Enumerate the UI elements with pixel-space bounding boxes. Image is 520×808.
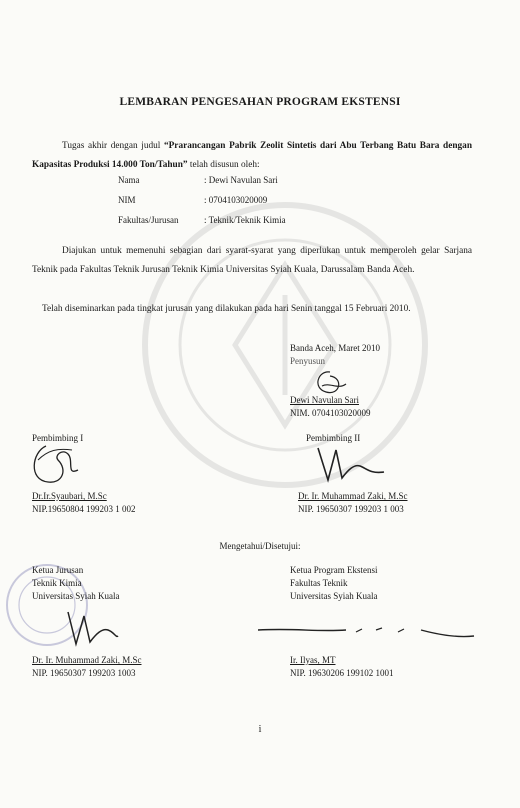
supervisor2-name: Dr. Ir. Muhammad Zaki, M.Sc bbox=[298, 491, 408, 501]
dept-head-nip: NIP. 19650307 199203 1003 bbox=[32, 668, 136, 678]
info-value: : 0704103020009 bbox=[204, 195, 268, 205]
author-info bbox=[118, 175, 286, 235]
info-row bbox=[118, 175, 286, 195]
penyusun-label: Penyusun bbox=[290, 356, 326, 366]
info-row bbox=[118, 215, 286, 235]
supervisor1-nip: NIP.19650804 199203 1 002 bbox=[32, 504, 136, 514]
place-date: Banda Aceh, Maret 2010 bbox=[290, 343, 380, 353]
info-row bbox=[118, 195, 286, 215]
dept-head-title: Ketua Jurusan bbox=[32, 565, 84, 575]
info-value: : Dewi Navulan Sari bbox=[204, 175, 278, 185]
info-value: : Teknik/Teknik Kimia bbox=[204, 215, 286, 225]
program-head-faculty: Fakultas Teknik bbox=[290, 578, 348, 588]
dept-head-name-block bbox=[32, 654, 142, 680]
dept-head-dept: Teknik Kimia bbox=[32, 578, 82, 588]
page-title: LEMBARAN PENGESAHAN PROGRAM EKSTENSI bbox=[119, 96, 401, 108]
author-nim: NIM. 0704103020009 bbox=[290, 408, 371, 418]
university-watermark-icon bbox=[135, 195, 435, 495]
author-name: Dewi Navulan Sari bbox=[290, 395, 359, 405]
info-label: NIM bbox=[118, 195, 136, 205]
approval-heading: Mengetahui/Disetujui: bbox=[219, 541, 301, 551]
author-signature-block bbox=[290, 342, 380, 368]
intro-paragraph bbox=[32, 137, 472, 175]
purpose-paragraph: Diajukan untuk memenuhi sebagian dari syarat-syarat yang diperlukan untuk memperoleh gelar Sarjana Teknik pada Fakultas Teknik Jurusan Teknik Kimia Universitas Syiah Kuala, Darussalam Banda Aceh. bbox=[32, 246, 472, 275]
supervisor1-signature-icon bbox=[28, 440, 88, 490]
program-head-signature-icon bbox=[256, 620, 476, 644]
supervisor1-label: Pembimbing I bbox=[32, 433, 84, 443]
info-label: Nama bbox=[118, 175, 140, 185]
info-label: Fakultas/Jurusan bbox=[118, 215, 179, 225]
supervisor2-name-block bbox=[298, 490, 408, 516]
page-number: i bbox=[258, 724, 262, 735]
program-head-nip: NIP. 19630206 199102 1001 bbox=[290, 668, 394, 678]
program-head-univ: Universitas Syiah Kuala bbox=[290, 591, 378, 601]
seminar-paragraph: Telah diseminarkan pada tingkat jurusan yang dilakukan pada hari Senin tanggal 15 Februari 2010. bbox=[42, 304, 411, 314]
supervisor2-nip: NIP. 19650307 199203 1 003 bbox=[298, 504, 404, 514]
intro-lead: Tugas akhir dengan judul bbox=[62, 141, 164, 151]
dept-head-univ: Universitas Syiah Kuala bbox=[32, 591, 120, 601]
dept-head-name: Dr. Ir. Muhammad Zaki, M.Sc bbox=[32, 655, 142, 665]
supervisor2-label: Pembimbing II bbox=[306, 433, 361, 443]
program-head-name: Ir. Ilyas, MT bbox=[290, 655, 336, 665]
thesis-title: “Prarancangan Pabrik Zeolit Sintetis dari Abu Terbang Batu Bara dengan Kapasitas Produksi 14.000 Ton/Tahun” bbox=[32, 141, 472, 170]
program-head-block bbox=[290, 564, 377, 603]
dept-head-signature-icon bbox=[60, 606, 120, 651]
program-head-name-block bbox=[290, 654, 394, 680]
supervisor1-name-block bbox=[32, 490, 136, 516]
program-head-title: Ketua Program Ekstensi bbox=[290, 565, 378, 575]
supervisor1-name: Dr.Ir.Syaubari, M.Sc bbox=[32, 491, 107, 501]
supervisor2-signature-icon bbox=[308, 440, 388, 485]
dept-head-block bbox=[32, 564, 119, 603]
intro-tail: telah disusun oleh: bbox=[187, 160, 260, 170]
author-name-block bbox=[290, 394, 371, 420]
